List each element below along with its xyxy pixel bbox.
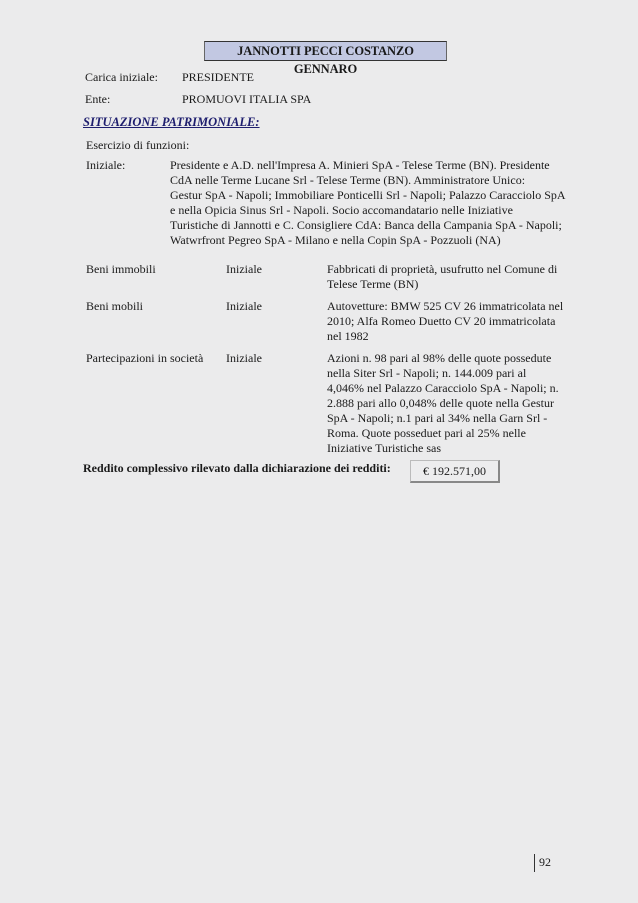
asset-detail-mobili [327, 299, 567, 344]
carica-value: PRESIDENTE [182, 70, 254, 84]
asset-detail-line: nella Siter Srl - Napoli; n. 144.009 pari al [327, 366, 527, 380]
asset-detail-line: Roma. Quote posseduet pari al 25% nelle [327, 426, 526, 440]
income-value: € 192.571,00 [410, 460, 500, 483]
asset-detail-line: Autovetture: BMW 525 CV 26 immatricolata nel [327, 299, 564, 313]
situazione-title: SITUAZIONE PATRIMONIALE: [83, 115, 260, 129]
asset-status-immobili: Iniziale [226, 262, 262, 276]
asset-detail-line: Azioni n. 98 pari al 98% delle quote possedute [327, 351, 552, 365]
iniziale-line: Watwrfront Pegreo SpA - Milano e nella Copin SpA - Pozzuoli (NA) [170, 233, 501, 247]
asset-detail-line: Fabbricati di proprietà, usufrutto nel Comune di [327, 262, 558, 276]
iniziale-line: Gestur SpA - Napoli; Immobiliare Ponticelli Srl - Napoli; Palazzo Caracciolo SpA [170, 188, 566, 202]
ente-label: Ente: [85, 92, 111, 106]
asset-detail-line: SpA - Napoli; n.1 pari al 34% nella Garn Srl - [327, 411, 548, 425]
asset-detail-line: 4,046% nel Palazzo Caracciolo SpA - Napoli; n. [327, 381, 559, 395]
asset-detail-immobili [327, 262, 567, 292]
document-title: JANNOTTI PECCI COSTANZO GENNARO [204, 41, 447, 61]
page-number: 92 [539, 855, 551, 869]
asset-detail-line: 2.888 pari allo 0,048% delle quote nella Gestur [327, 396, 554, 410]
carica-label: Carica iniziale: [85, 70, 158, 84]
asset-detail-partecipazioni [327, 351, 567, 456]
esercizio-label: Esercizio di funzioni: [86, 138, 190, 152]
iniziale-line: Presidente e A.D. nell'Impresa A. Minieri SpA - Telese Terme (BN). Presidente [170, 158, 550, 172]
income-label: Reddito complessivo rilevato dalla dichiarazione dei redditi: [83, 461, 391, 475]
iniziale-line: Turistiche di Jannotti e C. Consigliere CdA: Banca della Campania SpA - Napoli; [170, 218, 562, 232]
iniziale-description [170, 158, 570, 248]
asset-category-mobili: Beni mobili [86, 299, 143, 313]
asset-status-mobili: Iniziale [226, 299, 262, 313]
page-number-divider [534, 854, 535, 872]
iniziale-line: e nella Opicia Sinus Srl - Napoli. Socio accomandatario nelle Iniziative [170, 203, 513, 217]
iniziale-line: CdA nelle Terme Lucane Srl - Telese Terme (BN). Amministratore Unico: [170, 173, 526, 187]
iniziale-label: Iniziale: [86, 158, 126, 172]
asset-detail-line: nel 1982 [327, 329, 369, 343]
ente-value: PROMUOVI ITALIA SPA [182, 92, 312, 106]
asset-status-partecipazioni: Iniziale [226, 351, 262, 365]
asset-detail-line: Telese Terme (BN) [327, 277, 419, 291]
asset-category-partecipazioni: Partecipazioni in società [86, 351, 204, 365]
asset-category-immobili: Beni immobili [86, 262, 156, 276]
asset-detail-line: 2010; Alfa Romeo Duetto CV 20 immatricolata [327, 314, 556, 328]
asset-detail-line: Iniziative Turistiche sas [327, 441, 441, 455]
